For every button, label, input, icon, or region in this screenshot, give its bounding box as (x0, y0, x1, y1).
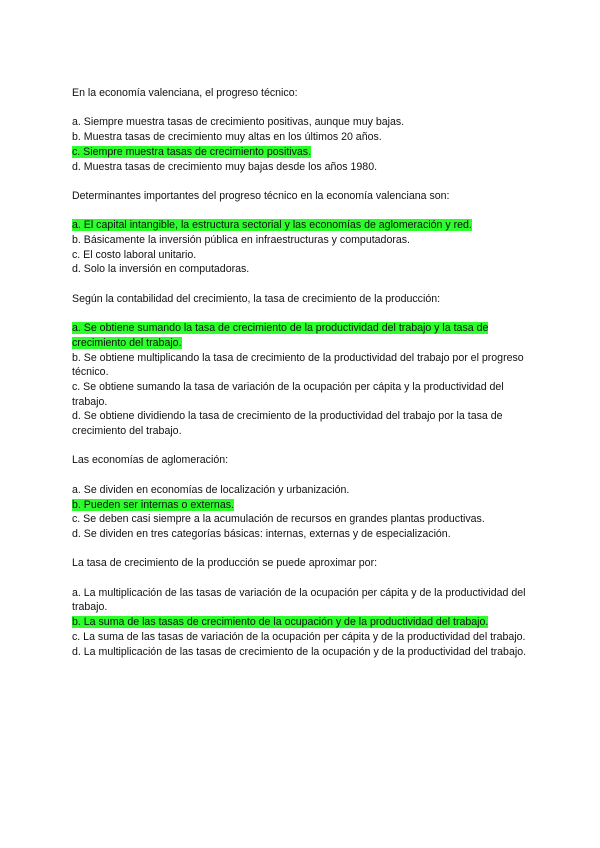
option-a-highlighted (72, 321, 532, 350)
question-3 (72, 292, 532, 439)
question-text: Determinantes importantes del progreso técnico en la economía valenciana son: (72, 189, 450, 202)
question-text: Según la contabilidad del crecimiento, la tasa de crecimiento de la producción: (72, 292, 441, 305)
option-text: a. Se obtiene sumando la tasa de crecimiento de la productividad del trabajo y la tasa de crecimiento del trabajo. (72, 322, 489, 349)
option-d (72, 645, 532, 660)
question-5 (72, 556, 532, 659)
option-text: a. Siempre muestra tasas de crecimiento positivas, aunque muy bajas. (72, 116, 405, 129)
question-text: La tasa de crecimiento de la producción se puede aproximar por: (72, 557, 378, 570)
question-text: En la economía valenciana, el progreso técnico: (72, 87, 298, 99)
option-b (72, 351, 532, 380)
option-d (72, 527, 532, 542)
option-d (72, 409, 532, 438)
option-c-highlighted (72, 145, 532, 160)
option-a (72, 483, 532, 498)
document-page (72, 86, 532, 674)
question-1 (72, 86, 532, 174)
option-text: b. Básicamente la inversión pública en infraestructuras y computadoras. (72, 233, 410, 246)
option-b-highlighted (72, 615, 532, 630)
option-text: b. Muestra tasas de crecimiento muy altas en los últimos 20 años. (72, 131, 382, 144)
option-text: d. Muestra tasas de crecimiento muy bajas desde los años 1980. (72, 160, 378, 173)
option-d (72, 262, 532, 277)
option-text: b. Se obtiene multiplicando la tasa de crecimiento de la productividad del trabajo por el progreso técnico. (72, 351, 524, 379)
option-text: a. El capital intangible, la estructura sectorial y las economías de aglomeración y red. (72, 219, 472, 232)
option-d (72, 160, 532, 175)
option-text: c. Siempre muestra tasas de crecimiento positivas. (72, 145, 312, 158)
option-b (72, 233, 532, 248)
option-text: a. La multiplicación de las tasas de variación de la ocupación per cápita y de la productividad del trabajo. (72, 586, 526, 614)
option-a (72, 115, 532, 130)
question-4 (72, 453, 532, 541)
option-c (72, 512, 532, 527)
option-text: c. Se obtiene sumando la tasa de variación de la ocupación per cápita y la productividad del trabajo. (72, 380, 504, 408)
option-text: b. La suma de las tasas de crecimiento de la ocupación y de la productividad del trabajo. (72, 616, 489, 629)
question-2 (72, 189, 532, 277)
question-text: Las economías de aglomeración: (72, 454, 229, 467)
option-text: d. La multiplicación de las tasas de crecimiento de la ocupación y de la productividad del trabajo. (72, 645, 527, 658)
option-text: c. La suma de las tasas de variación de la ocupación per cápita y de la productividad del trabajo. (72, 630, 526, 643)
option-b (72, 130, 532, 145)
option-text: c. El costo laboral unitario. (72, 248, 197, 261)
option-text: d. Se obtiene dividiendo la tasa de crecimiento de la productividad del trabajo por la tasa de crecimiento del trabajo. (72, 410, 503, 438)
option-c (72, 380, 532, 409)
option-text: d. Solo la inversión en computadoras. (72, 263, 250, 276)
option-a-highlighted (72, 218, 532, 233)
option-text: d. Se dividen en tres categorías básicas: internas, externas y de especialización. (72, 527, 451, 540)
option-c (72, 248, 532, 263)
option-c (72, 630, 532, 645)
option-text: c. Se deben casi siempre a la acumulación de recursos en grandes plantas productivas. (72, 513, 485, 526)
option-text: a. Se dividen en economías de localización y urbanización. (72, 483, 350, 496)
option-a (72, 586, 532, 615)
option-b-highlighted (72, 498, 532, 513)
option-text: b. Pueden ser internas o externas. (72, 498, 234, 511)
